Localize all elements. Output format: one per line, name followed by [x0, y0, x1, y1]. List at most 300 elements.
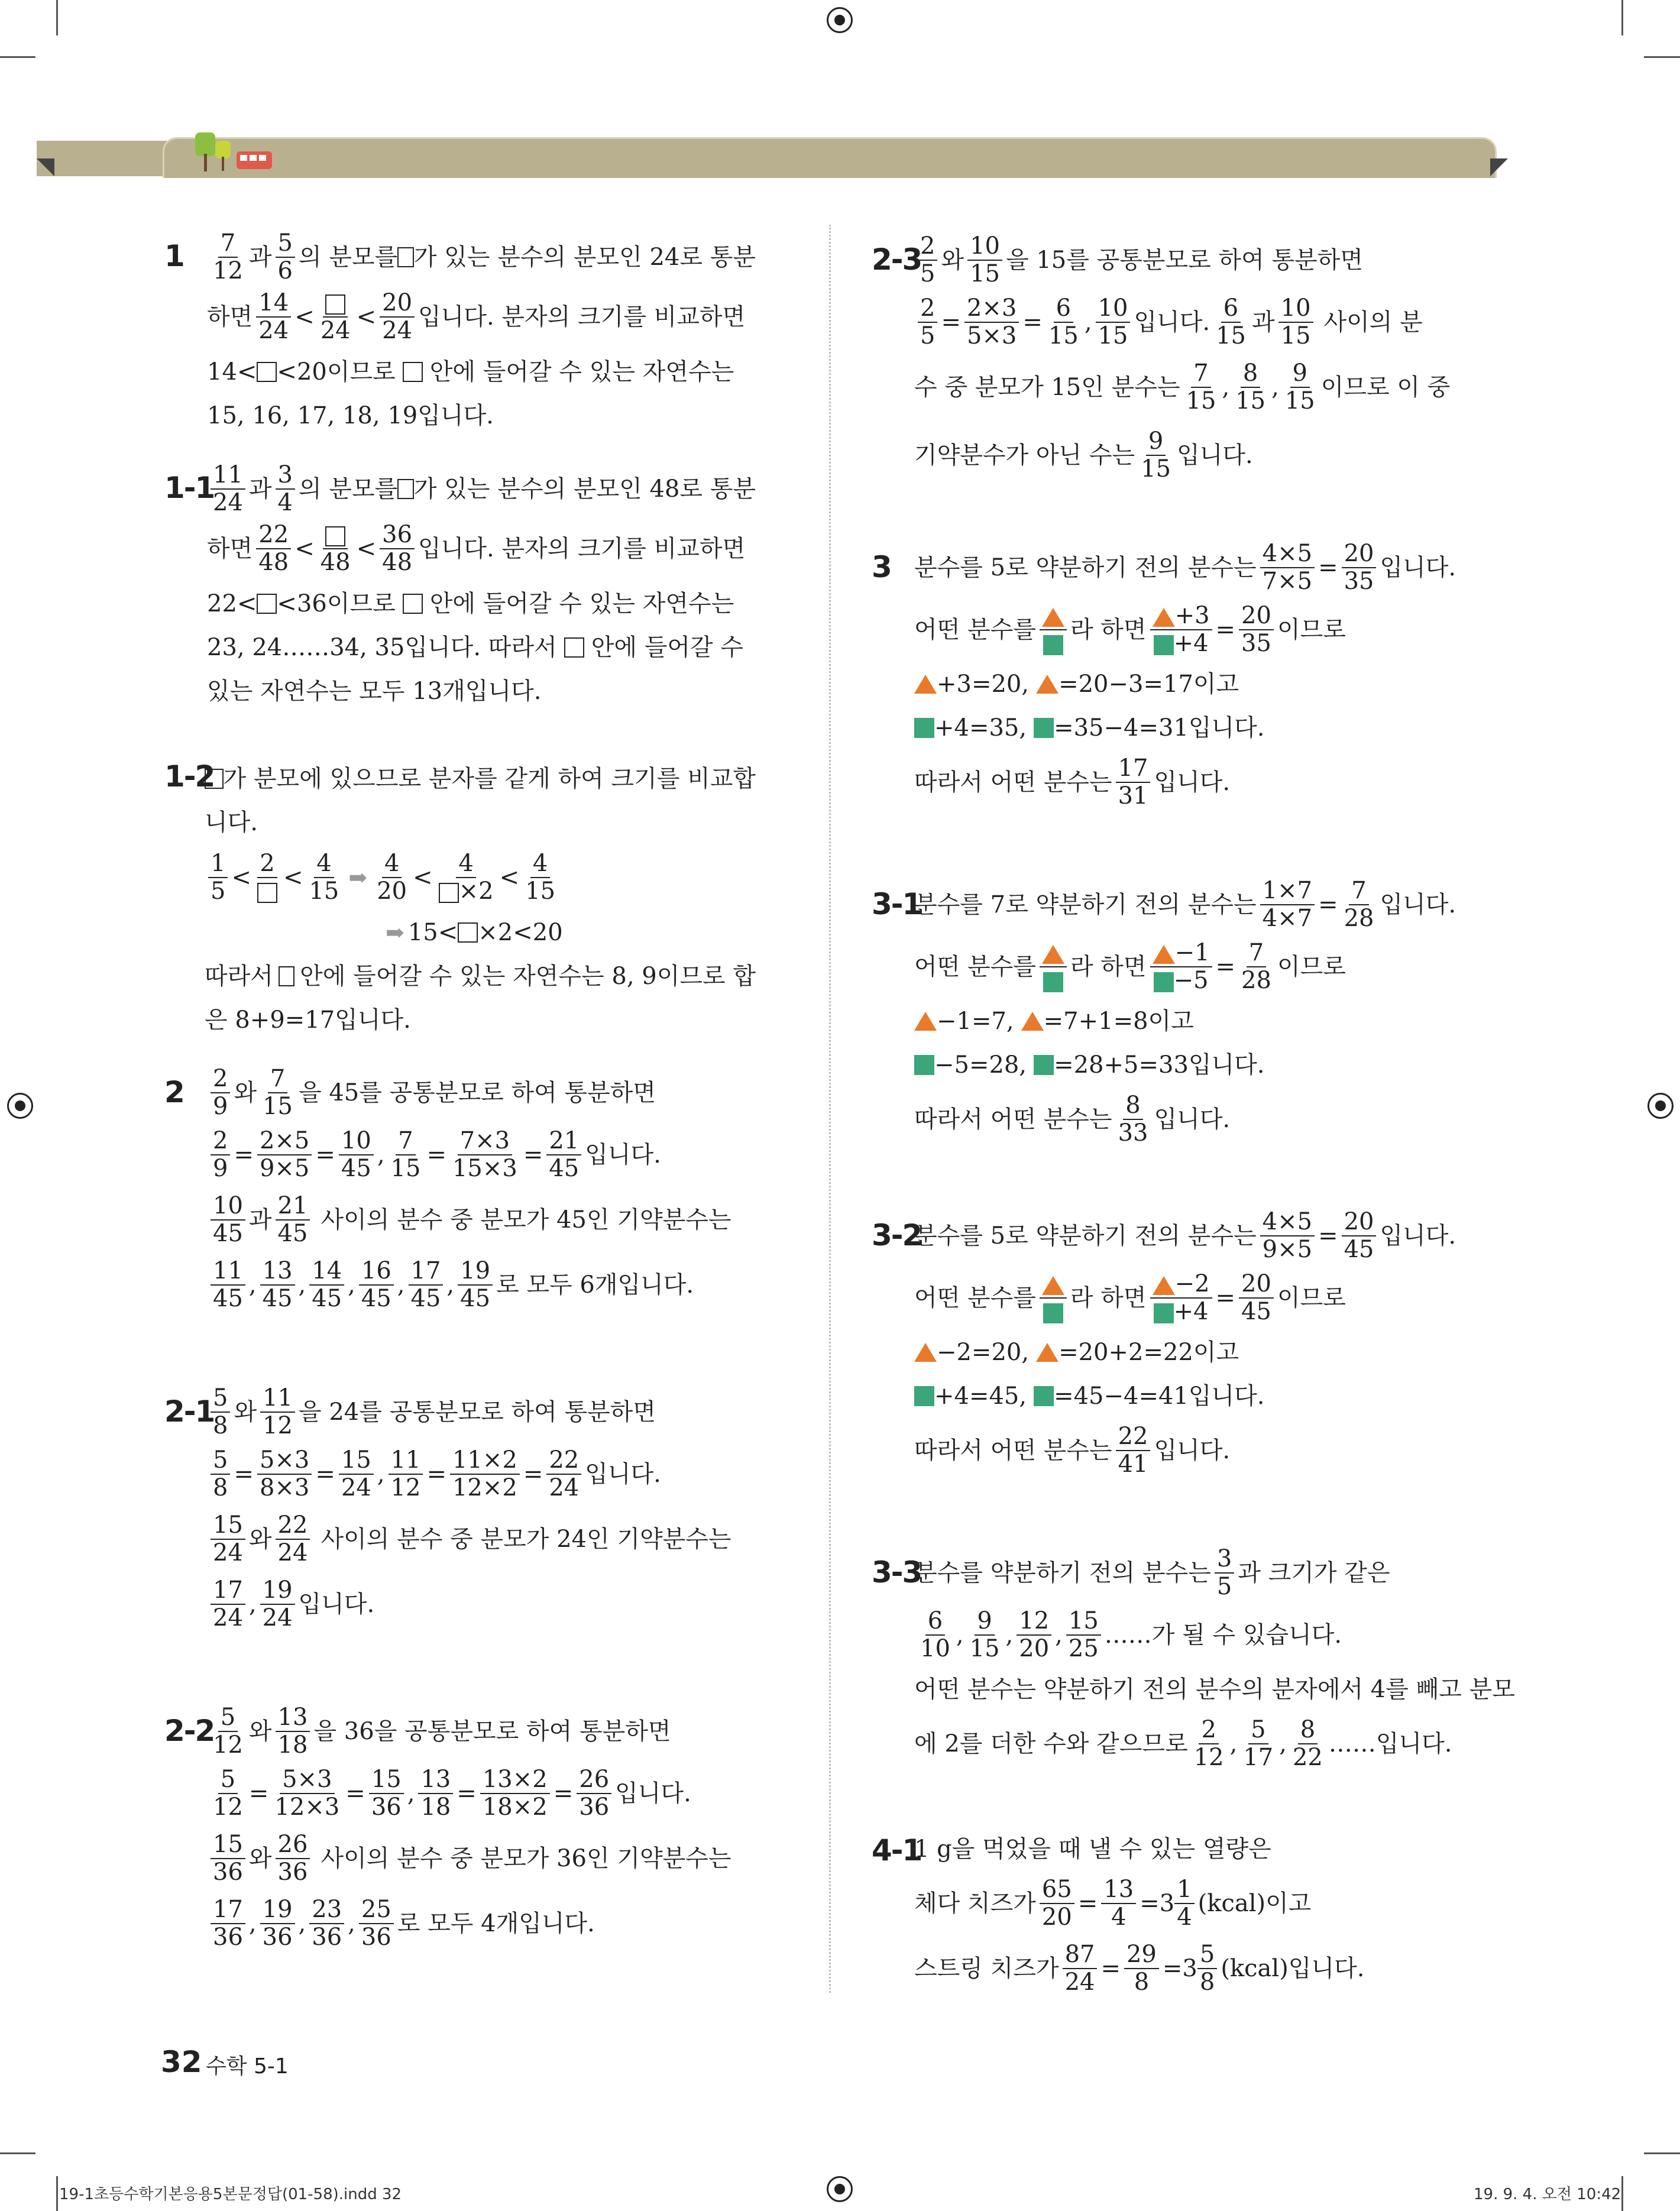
triangle-icon [1036, 1343, 1059, 1362]
numerator: 6 [1221, 295, 1241, 323]
blank-box [439, 883, 459, 903]
numerator [323, 290, 348, 318]
denominator: 12×2 [452, 1474, 517, 1501]
numerator: 5×3 [280, 1766, 334, 1794]
denominator: 45 [410, 1285, 441, 1312]
denominator: 12 [390, 1474, 421, 1501]
denominator: 31 [1118, 782, 1148, 810]
denominator: 15 [1048, 322, 1079, 349]
problem-number: 1-1 [164, 471, 215, 505]
fraction [1197, 1941, 1217, 1996]
crop-mark [56, 2176, 58, 2211]
denominator: 24 [1064, 1969, 1095, 1996]
fraction [256, 522, 291, 576]
fraction [260, 1066, 295, 1120]
fraction [1233, 360, 1268, 415]
numerator: 15 [369, 1766, 404, 1794]
denominator: 24 [320, 317, 351, 344]
problem-number: 1-2 [164, 759, 215, 794]
fraction [1184, 360, 1219, 415]
fraction [418, 1766, 453, 1821]
numerator: 23 [309, 1896, 344, 1924]
denominator: 36 [361, 1924, 391, 1951]
numerator: 10 [1278, 295, 1313, 323]
denominator: 28 [1344, 905, 1374, 932]
numerator: 7 [1349, 878, 1368, 905]
numerator: 25 [359, 1896, 394, 1924]
denominator: 20 [1041, 1904, 1072, 1931]
page-number: 32 [161, 2045, 202, 2079]
denominator: 24 [341, 1474, 371, 1501]
numerator: 9 [1290, 360, 1310, 388]
numerator: 16 [359, 1258, 394, 1286]
fraction [359, 1896, 394, 1951]
blank-box [325, 294, 345, 315]
denominator: 15 [1141, 455, 1171, 483]
denominator: 9 [213, 1093, 228, 1120]
crop-mark [0, 2152, 35, 2154]
denominator: 18×2 [482, 1794, 548, 1821]
fraction [964, 295, 1019, 349]
denominator: 48 [382, 549, 413, 576]
numerator: 7×3 [458, 1128, 512, 1155]
fraction [389, 1447, 423, 1501]
fraction [1342, 1209, 1377, 1263]
header-corner-icon [1490, 158, 1508, 176]
numerator: 17 [409, 1258, 444, 1286]
denominator: 35 [1344, 568, 1374, 595]
numerator: 19 [458, 1258, 493, 1286]
denominator: 45 [1241, 1298, 1271, 1325]
numerator: 15 [211, 1831, 245, 1859]
crop-mark [1644, 2152, 1680, 2154]
blank-box [403, 362, 423, 382]
right-column [872, 231, 1515, 2005]
fraction [211, 1831, 245, 1886]
denominator: 20 [377, 878, 407, 905]
fraction [1040, 603, 1067, 657]
denominator: 8×3 [259, 1474, 310, 1501]
numerator: 26 [577, 1766, 611, 1794]
fraction [1260, 1209, 1315, 1263]
arrow-right-icon: ➡ [386, 920, 404, 946]
denominator: 4 [277, 489, 293, 516]
fraction [309, 1896, 344, 1951]
fraction [546, 1128, 581, 1182]
problem-2-1: 2-1 $\frac{5}{8}$ 와 $\frac{11}{12}$ 을 24를 공통분모로 하여 통분하면 $\frac{5}{8}$ = $\frac{5\times 3}{8\times 3}$ = $\frac{15}{24}$ , $\frac{11}{12}$ = $\frac{11\times 2}{12\times 2}$ = $\frac{22}{24}$ 입니다. $\frac{15}{24}$ 와 $\frac{22}{24}$ 사이의 분수 중 분모가 24인 기약분수는 $\frac{17}{24}$ , $\frac{19}{24}$ 입니다. [164, 1384, 731, 1631]
fraction [309, 1258, 344, 1312]
denominator: 45 [460, 1285, 491, 1312]
arrow-right-icon: ➡ [348, 865, 368, 891]
fraction [1342, 878, 1377, 932]
numerator: 14 [256, 290, 291, 318]
registration-mark-icon [1647, 1093, 1673, 1119]
numerator: 8 [1241, 360, 1260, 388]
fraction [458, 1258, 493, 1312]
numerator: 4 [456, 850, 475, 878]
denominator: 15 [969, 1635, 1000, 1662]
tree-bus-icon [195, 124, 313, 177]
denominator: 12 [213, 257, 243, 284]
problem-number: 1 [164, 239, 184, 273]
numerator: 2×3 [964, 295, 1019, 323]
crop-mark [1621, 2176, 1623, 2211]
denominator: 15 [309, 878, 339, 905]
square-icon [1043, 1303, 1063, 1323]
fraction [276, 1831, 310, 1886]
triangle-icon [914, 1012, 937, 1031]
numerator: 2 [257, 850, 277, 878]
denominator: 5 [1216, 1573, 1232, 1600]
problem-1-2: 1-2 가 분모에 있으므로 분자를 같게 하여 크기를 비교합 니다. $\frac{1}{5}$ < 2 < $\frac{4}{15}$ ➡ $\frac{4}{20}$ < $\frac{4}{\times 2}$ < $\frac{4}{15}$ ➡ 15< ×2<20 따라서 안에 들어갈 수 있는 자연수는 8, 9이므로 합 은 8+9=17입니다. [164, 759, 756, 1034]
numerator [1040, 1271, 1067, 1299]
fraction [1278, 295, 1313, 349]
numerator: 7 [268, 1066, 287, 1093]
fraction [306, 850, 341, 905]
denominator: 45 [361, 1285, 391, 1312]
denominator: 45 [262, 1285, 293, 1312]
fraction [276, 1512, 310, 1566]
fraction [211, 1066, 230, 1120]
square-icon [1154, 1303, 1174, 1323]
numerator: 3 [1215, 1546, 1234, 1574]
numerator: 2 [918, 233, 937, 261]
problem-4-1: 4-1 1 g을 먹었을 때 낼 수 있는 열량은 체다 치즈가 $\frac{65}{20}$ = $\frac{13}{4}$ = 3 $\frac{1}{4}$ (kcal)이고 스트링 치즈가 $\frac{87}{24}$ = $\frac{29}{8}$ = 3 $\frac{5}{8}$ (kcal)입니다. [872, 1833, 1365, 1996]
fraction [1174, 1876, 1194, 1931]
square-icon [914, 718, 934, 738]
denominator: 15 [970, 260, 1000, 287]
denominator: 9×5 [1262, 1236, 1313, 1263]
blank-box [279, 966, 294, 986]
numerator: 20 [1342, 1209, 1377, 1236]
numerator: 11×2 [450, 1447, 520, 1475]
registration-mark-icon [827, 2176, 853, 2202]
left-column [164, 231, 756, 1974]
denominator [1041, 630, 1066, 657]
blank-box [458, 922, 478, 943]
blank-box [397, 247, 414, 267]
numerator: 12 [1017, 1608, 1051, 1636]
fraction [1150, 603, 1212, 657]
square-icon [1034, 1386, 1054, 1406]
denominator: 36 [213, 1859, 243, 1886]
numerator: 11 [260, 1385, 295, 1413]
denominator [1041, 1299, 1066, 1325]
fraction [1150, 1271, 1212, 1325]
fraction [369, 1766, 404, 1821]
problem-number: 2-2 [164, 1714, 215, 1748]
square-icon [914, 1386, 934, 1406]
numerator: 11 [389, 1447, 423, 1475]
numerator: 2 [211, 1066, 230, 1093]
fraction [256, 290, 291, 344]
triangle-icon [1036, 675, 1059, 694]
denominator: 24 [262, 1604, 293, 1631]
denominator: +4 [1151, 630, 1211, 657]
fraction [318, 522, 353, 576]
triangle-icon [1153, 1276, 1175, 1295]
numerator: 1×7 [1260, 878, 1315, 905]
numerator: 10 [211, 1193, 245, 1221]
fraction [1040, 1271, 1067, 1325]
denominator: 12 [213, 1794, 243, 1821]
fraction [1239, 940, 1274, 994]
denominator: 24 [213, 489, 243, 516]
fraction [1138, 428, 1173, 483]
fraction [577, 1766, 611, 1821]
denominator: 20 [1019, 1635, 1050, 1662]
numerator: 2 [211, 1128, 230, 1155]
fraction [318, 290, 353, 344]
denominator: 8 [1134, 1969, 1150, 1996]
fraction [276, 1704, 310, 1759]
fraction [450, 1447, 520, 1501]
fraction [480, 1766, 550, 1821]
fraction [1260, 540, 1315, 595]
square-icon [1154, 972, 1174, 992]
fraction [918, 1608, 953, 1662]
fraction [211, 1766, 245, 1821]
denominator: 48 [258, 549, 289, 576]
numerator: 4×5 [1260, 540, 1315, 568]
numerator: 13 [1101, 1876, 1136, 1904]
numerator: 4 [314, 850, 334, 878]
fraction [1260, 878, 1315, 932]
problem-number: 3-3 [872, 1555, 922, 1590]
denominator: 45 [1344, 1236, 1374, 1263]
numerator: 5 [211, 1385, 230, 1413]
fraction [260, 1577, 295, 1631]
fraction [257, 1447, 312, 1501]
numerator: 1 [1174, 1876, 1194, 1904]
square-icon [1154, 635, 1174, 655]
numerator: 5 [218, 1704, 238, 1732]
fraction [1342, 540, 1377, 595]
fraction [211, 462, 245, 516]
square-icon [1034, 718, 1054, 738]
fraction [1116, 1092, 1151, 1147]
crop-mark [1644, 56, 1680, 58]
denominator: 15 [390, 1155, 421, 1182]
square-icon [1043, 635, 1063, 655]
problem-2-3: 2-3 $\frac{2}{5}$ 와 $\frac{10}{15}$ 을 15를 공통분모로 하여 통분하면 $\frac{2}{5}$ = $\frac{2\times 3}{5\times 3}$ = $\frac{6}{15}$ , $\frac{10}{15}$ 입니다. $\frac{6}{15}$ 과 $\frac{10}{15}$ 사이의 분 수 중 분모가 15인 분수는 $\frac{7}{15}$ , $\frac{8}{15}$ , $\frac{9}{15}$ 이므로 이 중 기약분수가 아닌 수는 $\frac{9}{15}$ 입니다. [872, 232, 1451, 483]
numerator: 36 [380, 522, 415, 549]
numerator: 1 [208, 850, 228, 878]
numerator: 5 [1248, 1717, 1268, 1744]
blank-box [403, 594, 423, 614]
numerator: 3 [276, 462, 295, 490]
denominator: 45 [341, 1155, 371, 1182]
fraction [339, 1447, 374, 1501]
problem-1: 1 $\frac{7}{12}$ 과 $\frac{5}{6}$ 의 분모를 가 있는 분수의 분모인 24로 통분 하면 $\frac{14}{24}$ < 24 < $\frac{20}{24}$ 입니다. 분자의 크기를 비교하면 14< <20이므로 안에 들어갈 수 있는 자연수는 15, 16, 17, 18, 19입니다. [164, 229, 756, 429]
denominator: 5 [211, 878, 226, 905]
denominator: 36 [371, 1794, 402, 1821]
square-icon [914, 1055, 934, 1075]
fraction [380, 522, 415, 576]
fraction [967, 1608, 1002, 1662]
fraction [1116, 1423, 1151, 1478]
denominator: 17 [1243, 1744, 1274, 1771]
crop-mark [56, 0, 58, 35]
fraction [260, 1385, 295, 1439]
numerator: 17 [211, 1577, 245, 1605]
numerator: 19 [260, 1577, 295, 1605]
denominator: 24 [382, 317, 413, 344]
fraction [211, 1577, 245, 1631]
triangle-icon [914, 1343, 937, 1362]
triangle-icon [1042, 608, 1064, 627]
denominator: 15 [263, 1093, 293, 1120]
denominator: 12 [213, 1731, 243, 1759]
denominator: 15 [1098, 322, 1128, 349]
denominator: 24 [277, 1539, 308, 1566]
numerator: 22 [276, 1512, 310, 1540]
numerator: 6 [925, 1608, 945, 1636]
denominator: 45 [213, 1285, 243, 1312]
denominator: 15 [1216, 322, 1246, 349]
numerator: 13 [276, 1704, 310, 1732]
blank-box [397, 479, 414, 499]
numerator: +3 [1150, 603, 1212, 630]
numerator: 22 [546, 1447, 581, 1475]
fraction [546, 1447, 581, 1501]
blank-box [257, 594, 277, 614]
numerator: 6 [1054, 295, 1073, 323]
fraction [523, 850, 558, 905]
fraction [1046, 295, 1081, 349]
fraction [359, 1258, 394, 1312]
denominator: 7×5 [1262, 568, 1313, 595]
fraction [1096, 295, 1131, 349]
fraction [1116, 755, 1151, 810]
denominator: 36 [277, 1859, 308, 1886]
numerator: 8 [1123, 1092, 1142, 1120]
fraction [257, 1128, 312, 1182]
denominator: 45 [549, 1155, 580, 1182]
denominator: 4 [1111, 1904, 1127, 1931]
denominator [255, 878, 280, 905]
fraction [1063, 1941, 1098, 1996]
denominator: 48 [320, 549, 351, 576]
numerator: 2 [1199, 1717, 1218, 1744]
problem-number: 3 [872, 550, 891, 584]
numerator: 10 [339, 1128, 374, 1155]
fraction [380, 290, 415, 344]
blank-box [564, 637, 584, 658]
numerator: 9 [1146, 428, 1166, 456]
column-divider [829, 225, 831, 1993]
denominator: 24 [258, 317, 289, 344]
numerator: 21 [546, 1128, 581, 1155]
square-icon [1034, 1055, 1054, 1075]
fraction [1124, 1941, 1159, 1996]
denominator: 28 [1241, 967, 1271, 994]
triangle-icon [1153, 608, 1175, 627]
fraction [1241, 1717, 1276, 1771]
denominator: 45 [277, 1220, 308, 1247]
problem-2-2: 2-2 $\frac{5}{12}$ 와 $\frac{13}{18}$ 을 36을 공통분모로 하여 통분하면 $\frac{5}{12}$ = $\frac{5\times 3}{12\times 3}$ = $\frac{15}{36}$ , $\frac{13}{18}$ = $\frac{13\times 2}{18\times 2}$ = $\frac{26}{36}$ 입니다. $\frac{15}{36}$ 와 $\frac{26}{36}$ 사이의 분수 중 분모가 36인 기약분수는 $\frac{17}{36}$ , $\frac{19}{36}$ , $\frac{23}{36}$ , $\frac{25}{36}$ 로 모두 4개입니다. [164, 1704, 731, 1951]
numerator: 10 [1096, 295, 1131, 323]
numerator: 11 [211, 462, 245, 490]
problem-3-2: 3-2 분수를 5로 약분하기 전의 분수는 $\frac{4\times 5}{9\times 5}$ = $\frac{20}{45}$ 입니다. 어떤 분수를 라 하면 $\frac{-2}{+4}$ = $\frac{20}{45}$ 이므로 −2=20, =20+2=22이고 +4=45, =45−4=41입니다. 따라서 어떤 분수는 $\frac{22}{41}$ 입니다. [872, 1208, 1456, 1478]
denominator: 5×3 [966, 322, 1017, 349]
fraction [1215, 1546, 1234, 1600]
fraction [1283, 360, 1318, 415]
denominator: 15 [1186, 387, 1216, 415]
denominator: 35 [1241, 630, 1271, 657]
fraction [211, 1193, 245, 1247]
crop-mark [1621, 0, 1623, 35]
numerator: 9 [975, 1608, 994, 1636]
fraction [1213, 295, 1248, 349]
problem-3: 3 분수를 5로 약분하기 전의 분수는 $\frac{4\times 5}{7\times 5}$ = $\frac{20}{35}$ 입니다. 어떤 분수를 라 하면 $\frac{+3}{+4}$ = $\frac{20}{35}$ 이므로 +3=20, =20−3=17이고 +4=35, =35−4=31입니다. 따라서 어떤 분수는 $\frac{17}{31}$ 입니다. [872, 540, 1456, 810]
denominator: 45 [312, 1285, 342, 1312]
numerator: 5 [276, 230, 295, 258]
fraction [276, 1193, 310, 1247]
denominator: 10 [920, 1635, 950, 1662]
numerator: 15 [339, 1447, 374, 1475]
triangle-icon [914, 675, 937, 694]
numerator: 4 [382, 850, 402, 878]
numerator: 4 [530, 850, 550, 878]
numerator [323, 522, 348, 549]
numerator: 17 [211, 1896, 245, 1924]
denominator: ×2 [436, 878, 496, 905]
denominator: 24 [213, 1539, 243, 1566]
fraction [276, 462, 295, 516]
numerator: 22 [256, 522, 291, 549]
header-corner-left-icon [37, 158, 54, 176]
numerator: 7 [1191, 360, 1210, 388]
fraction [260, 1258, 295, 1312]
numerator: 65 [1040, 1876, 1074, 1904]
print-time: 19. 9. 4. 오전 10:42 [1474, 2186, 1621, 2203]
denominator: +4 [1151, 1299, 1211, 1325]
fraction [1290, 1717, 1325, 1771]
numerator: 22 [1116, 1423, 1151, 1451]
numerator: 2 [918, 295, 937, 323]
fraction [255, 850, 280, 905]
triangle-icon [1042, 1276, 1064, 1295]
numerator: 5 [211, 1447, 230, 1475]
fraction [1150, 940, 1212, 994]
numerator: 13 [260, 1258, 295, 1286]
denominator: 36 [213, 1924, 243, 1951]
denominator: 8 [213, 1412, 228, 1439]
numerator [1040, 940, 1067, 967]
fraction [1040, 1876, 1074, 1931]
blank-box [257, 362, 277, 382]
fraction [1239, 603, 1274, 657]
fraction [208, 850, 228, 905]
denominator: 33 [1118, 1119, 1148, 1147]
denominator: 4 [1177, 1904, 1192, 1931]
denominator: 15×3 [452, 1155, 517, 1182]
problem-number: 3-2 [872, 1218, 922, 1252]
fraction [409, 1258, 444, 1312]
numerator: 5 [1197, 1941, 1217, 1969]
registration-mark-icon [7, 1093, 33, 1119]
numerator: 20 [1239, 603, 1274, 630]
denominator: 15 [1280, 322, 1311, 349]
triangle-icon [1153, 945, 1175, 964]
denominator [1041, 967, 1066, 994]
book-title: 수학 5-1 [206, 2054, 289, 2079]
numerator: 21 [276, 1193, 310, 1221]
triangle-icon [1021, 1012, 1044, 1031]
problem-number: 3-1 [872, 887, 922, 921]
fraction [211, 1896, 245, 1951]
